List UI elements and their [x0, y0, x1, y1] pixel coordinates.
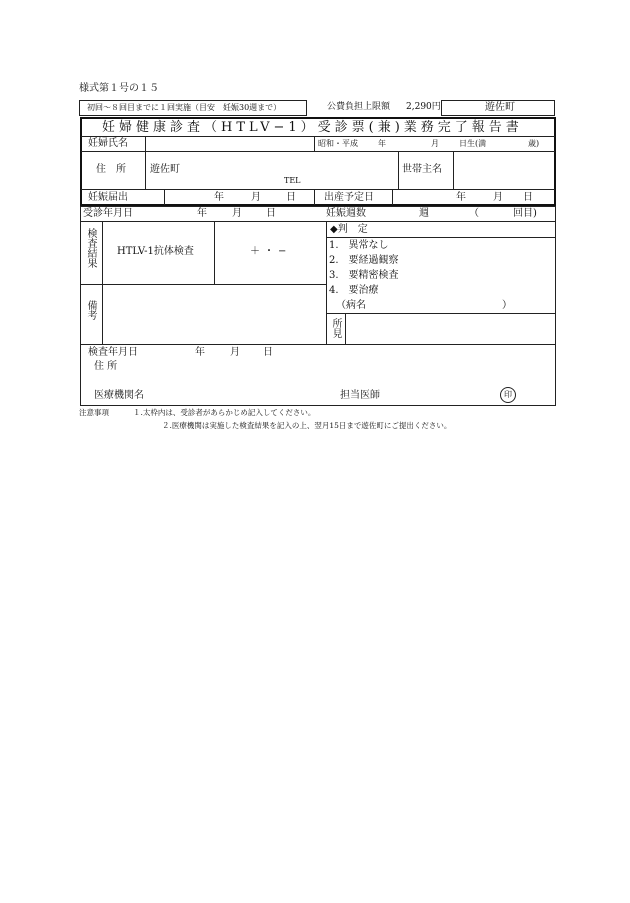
judgment-option-1[interactable]: 1. 異常なし — [329, 240, 389, 251]
age-unit: 歳) — [528, 139, 540, 148]
note-item-1: １.太枠内は、受診者があらかじめ記入してください。 — [133, 408, 316, 417]
times-open: （ — [469, 208, 479, 219]
remarks-label: 備考 — [85, 300, 96, 320]
institution-address-label: 住 所 — [94, 361, 118, 372]
household-field[interactable] — [456, 154, 552, 186]
birth-era: 昭和・平成 — [318, 139, 358, 148]
fee-amount: 2,290円 — [406, 102, 441, 112]
fee-label: 公費負担上限額 — [327, 102, 391, 112]
exam-month-unit: 月 — [230, 347, 240, 358]
name-field[interactable] — [148, 138, 310, 150]
visit-year-unit: 年 — [197, 208, 207, 219]
findings-field[interactable] — [348, 316, 552, 341]
name-label: 妊婦氏名 — [88, 138, 128, 149]
disease-name-close: ） — [502, 300, 512, 311]
judgment-title: ◆判 定 — [330, 224, 368, 235]
judgment-option-2[interactable]: 2. 要経過観察 — [329, 255, 399, 266]
report-day-unit: 日 — [286, 192, 296, 203]
report-year-unit: 年 — [214, 192, 224, 203]
note-item-2: ２.医療機関は実施した検査結果を記入の上、翌月15日まで遊佐町にご提出ください。 — [162, 421, 452, 430]
remarks-field[interactable] — [105, 287, 323, 341]
pregnancy-report-label: 妊娠届出 — [88, 192, 128, 203]
form-title: 妊婦健康診査（HTLV−1）受診票(兼)業務完了報告書 — [102, 120, 523, 135]
findings-label: 所見 — [330, 318, 341, 338]
visit-day-unit: 日 — [266, 208, 276, 219]
birth-year-unit: 年 — [378, 139, 386, 148]
weeks-unit: 週 — [419, 208, 429, 219]
institution-label: 医療機関名 — [94, 390, 144, 401]
result-label: 検査結果 — [85, 228, 96, 268]
test-name: HTLV-1抗体検査 — [117, 246, 194, 257]
judgment-option-3[interactable]: 3. 要精密検査 — [329, 270, 399, 281]
visit-month-unit: 月 — [232, 208, 242, 219]
due-date-label: 出産予定日 — [324, 192, 374, 203]
birth-month-unit: 月 — [431, 139, 439, 148]
notes-label: 注意事項 — [79, 408, 109, 417]
birth-day-unit: 日生(満 — [459, 139, 487, 148]
household-label: 世帯主名 — [402, 164, 442, 175]
implementation-note: 初回～８回目までに１回実施（目安 妊娠30週まで） — [87, 103, 282, 112]
due-month-unit: 月 — [493, 192, 503, 203]
doctor-label: 担当医師 — [340, 390, 380, 401]
visit-date-label: 受診年月日 — [83, 208, 133, 219]
exam-year-unit: 年 — [195, 347, 205, 358]
due-day-unit: 日 — [523, 192, 533, 203]
form-id: 様式第１号の１５ — [79, 83, 159, 94]
exam-date-label: 検査年月日 — [88, 347, 138, 358]
disease-name-open: （病名 — [336, 300, 366, 311]
weeks-label: 妊娠週数 — [326, 208, 366, 219]
times-close: 回目) — [513, 208, 537, 219]
seal-mark: 印 — [500, 387, 516, 403]
due-year-unit: 年 — [456, 192, 466, 203]
report-month-unit: 月 — [251, 192, 261, 203]
judgment-option-4[interactable]: 4. 要治療 — [329, 285, 379, 296]
address-label: 住 所 — [96, 164, 126, 175]
address-value[interactable]: 遊佐町 — [150, 164, 180, 175]
exam-day-unit: 日 — [263, 347, 273, 358]
test-result-options[interactable]: ＋・− — [250, 246, 291, 257]
tel-label: TEL — [284, 176, 301, 185]
town-name: 遊佐町 — [485, 102, 515, 113]
